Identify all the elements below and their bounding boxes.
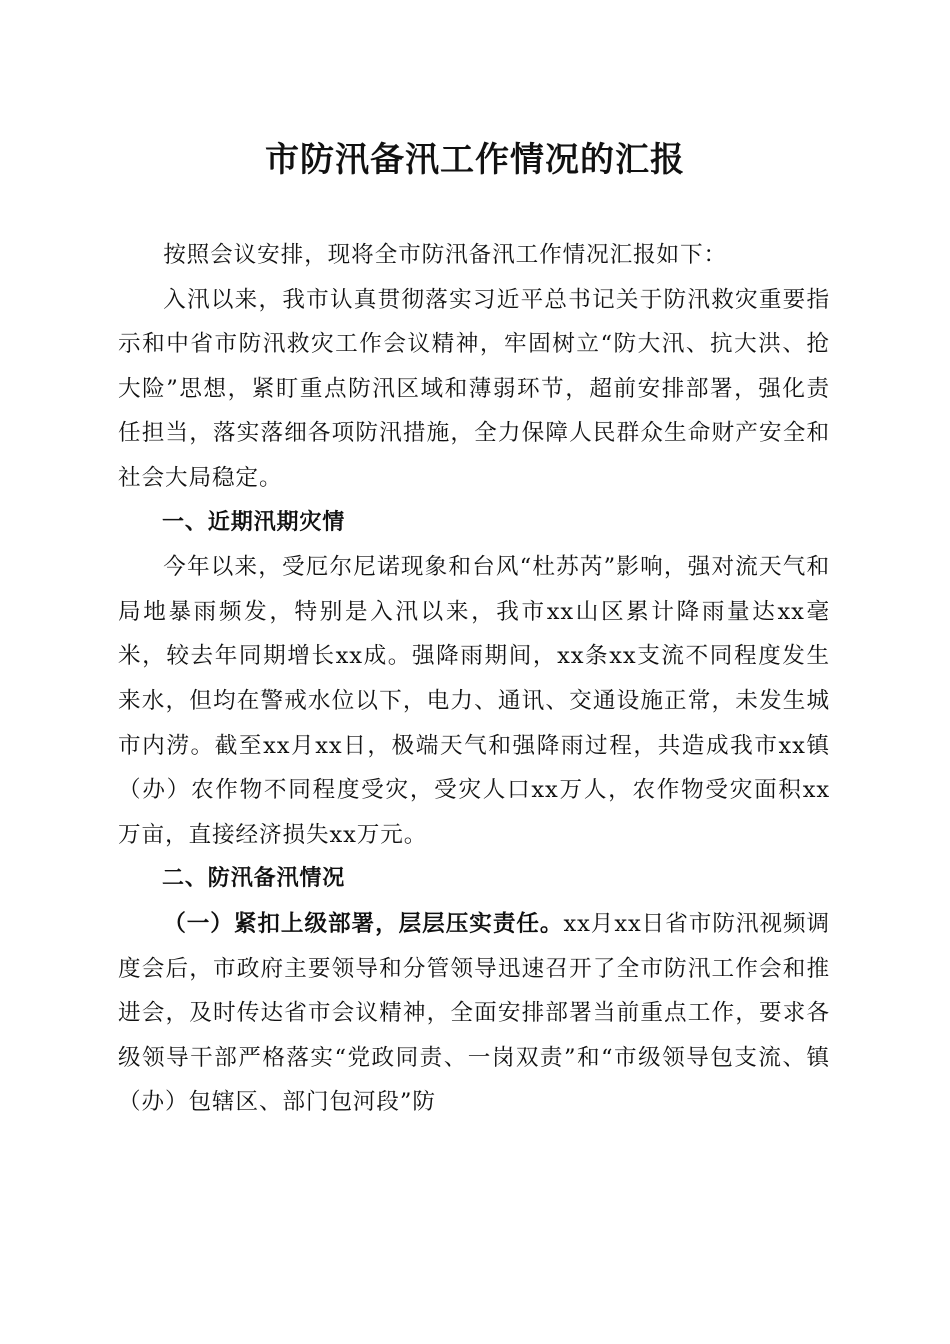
section-2-item-1-lead: （一）紧扣上级部署，层层压实责任。 [163,910,564,937]
document-title: 市防汛备汛工作情况的汇报 [265,140,685,180]
section-2-item-1-paragraph [118,902,830,1125]
intro-paragraph: 按照会议安排，现将全市防汛备汛工作情况汇报如下： [163,242,728,268]
document-body [118,233,830,1125]
overview-paragraph: 入汛以来，我市认真贯彻落实习近平总书记关于防汛救灾重要指示和中省市防汛救灾工作会议精神，牢固树立“防大汛、抗大洪、抢大险”思想，紧盯重点防汛区域和薄弱环节，超前安排部署，强化责任担当，落实落细各项防汛措施，全力保障人民群众生命财产安全和社会大局稳定。 [118,286,830,491]
section-heading-2: 二、防汛备汛情况 [162,866,346,892]
section-1-paragraph: 今年以来，受厄尔尼诺现象和台风“杜苏芮”影响，强对流天气和局地暴雨频发，特别是入汛以来，我市xx山区累计降雨量达xx毫米，较去年同期增长xx成。强降雨期间，xx条xx支流不同程度发生来水，但均在警戒水位以下，电力、通讯、交通设施正常，未发生城市内涝。截至xx月xx日，极端天气和强降雨过程，共造成我市xx镇（办）农作物不同程度受灾，受灾人口xx万人，农作物受灾面积xx万亩，直接经济损失xx万元。 [118,554,830,848]
section-heading-1: 一、近期汛期灾情 [162,509,346,535]
section-2-item-1-body: xx月xx日省市防汛视频调度会后，市政府主要领导和分管领导迅速召开了全市防汛工作会和推进会，及时传达省市会议精神，全面安排部署当前重点工作，要求各级领导干部严格落实“党政同责、一岗双责”和“市级领导包支流、镇（办）包辖区、部门包河段”防 [118,910,830,1116]
